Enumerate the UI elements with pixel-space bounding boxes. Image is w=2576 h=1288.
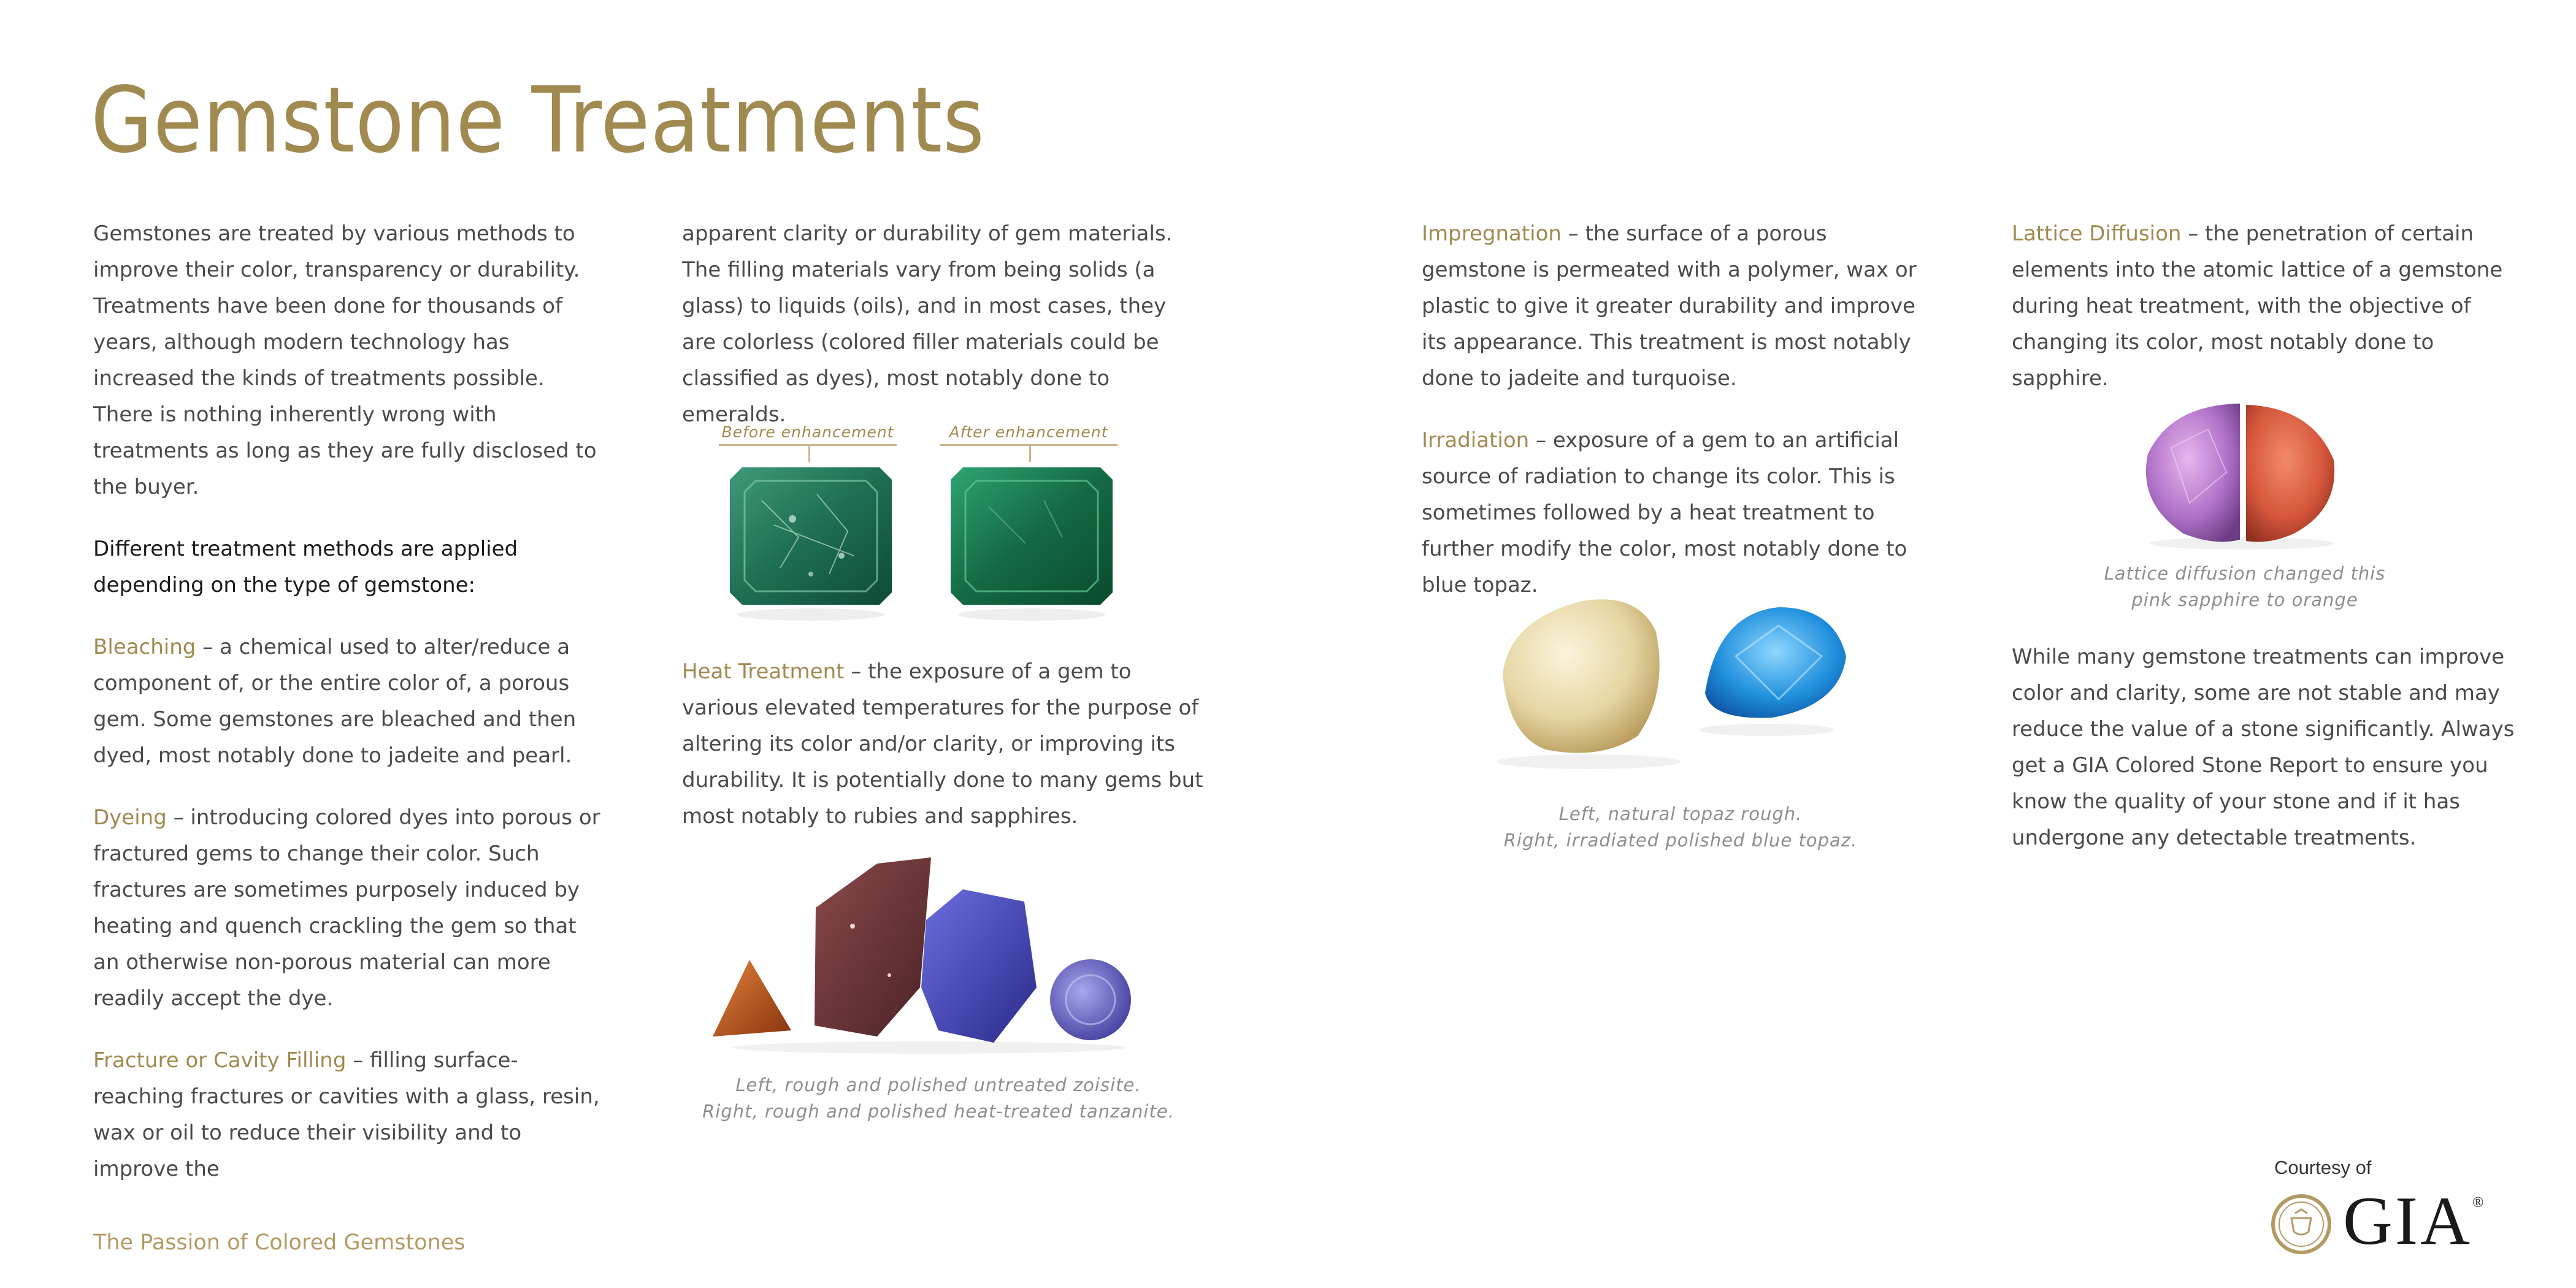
topaz-image [1490, 589, 1858, 773]
lead-paragraph: Different treatment methods are applied depending on the type of gemstone: [93, 537, 518, 597]
page-title: Gemstone Treatments [91, 67, 985, 173]
gia-logo [2343, 1183, 2486, 1259]
heat-paragraph [682, 654, 1203, 835]
intro-paragraph: Gemstones are treated by various methods to improve their color, transparency or durability. Treatments have been done for thousands of years, although modern technology has increased the kinds of treatments possible. There is nothing inherently wrong with treatments as long as they are fully disclosed to the buyer. [93, 221, 597, 499]
irradiation-paragraph [1422, 423, 1931, 604]
sapphire-caption-line2: pink sapphire to orange [2131, 589, 2358, 610]
topaz-caption-line2: Right, irradiated polished blue topaz. [1503, 830, 1858, 851]
dyeing-term: Dyeing [93, 805, 167, 830]
filling-continued-paragraph: apparent clarity or durability of gem materials. The filling materials vary from being solids (a glass) to liquids (oils), and in most cases, they are colorless (colored filler materials could be classified as dyes), most notably done to emeralds. [682, 221, 1173, 427]
topaz-caption-line1: Left, natural topaz rough. [1558, 803, 1803, 824]
zoisite-caption-line1: Left, rough and polished untreated zoisite. [735, 1075, 1141, 1095]
impregnation-term: Impregnation [1422, 221, 1562, 246]
dyeing-paragraph [93, 800, 602, 1017]
bleaching-term: Bleaching [93, 635, 196, 659]
bleaching-paragraph [93, 629, 602, 774]
zoisite-caption [675, 1072, 1202, 1125]
column-4 [2012, 216, 2521, 423]
closing-block [2012, 639, 2527, 882]
after-enhancement-label: After enhancement [949, 423, 1108, 441]
filling-term: Fracture or Cavity Filling [93, 1048, 347, 1073]
zoisite-caption-line2: Right, rough and polished heat-treated tanzanite. [702, 1101, 1175, 1122]
lattice-text: – the penetration of certain elements into the atomic lattice of a gemstone during heat treatment, with the objective of changing its color, most notably done to sapphire. [2012, 221, 2503, 391]
after-tick [1029, 446, 1031, 462]
gia-seal-icon [2271, 1194, 2332, 1255]
closing-paragraph: While many gemstone treatments can improve color and clarity, some are not stable and may reduce the value of a stone significantly. Always get a GIA Colored Stone Report to ensure you know the quality of your stone and if it has undergone any detectable treatments. [2012, 645, 2515, 850]
footer-text: The Passion of Colored Gemstones [93, 1230, 466, 1255]
heat-treatment-block [682, 654, 1203, 861]
filling-text: – filling surface-reaching fractures or cavities with a glass, resin, wax or oil to reduce their visibility and to improve the [93, 1048, 600, 1181]
zoisite-tanzanite-image [705, 853, 1153, 1055]
before-bracket [719, 444, 897, 446]
heat-text: – the exposure of a gem to various elevated temperatures for the purpose of altering its color and/or clarity, or improving its durability. It is potentially done to many gems but most notably to rubies and sapphires. [682, 659, 1203, 829]
irradiation-term: Irradiation [1422, 428, 1530, 453]
lattice-term: Lattice Diffusion [2012, 221, 2182, 246]
filling-paragraph [93, 1043, 602, 1187]
column-2 [682, 216, 1203, 459]
after-bracket [940, 444, 1117, 446]
column-3 [1422, 216, 1931, 629]
bleaching-text: – a chemical used to alter/reduce a component of, or the entire color of, a porous gem. Some gemstones are bleached and then dyed, most notably done to jadeite and pearl. [93, 635, 577, 768]
dyeing-text: – introducing colored dyes into porous or fractured gems to change their color. Such fractures are sometimes purposely induced by heating and quench crackling the gem so that an otherwise non-porous material can more readily accept the dye. [93, 805, 600, 1011]
column-1 [93, 216, 602, 1213]
gia-logo-text: GIA [2343, 1183, 2473, 1259]
emerald-before-image [725, 464, 897, 623]
heat-term: Heat Treatment [682, 659, 845, 684]
sapphire-caption-line1: Lattice diffusion changed this [2104, 563, 2386, 584]
before-tick [808, 446, 810, 462]
registered-mark: ® [2472, 1195, 2486, 1211]
irradiation-text: – exposure of a gem to an artificial source of radiation to change its color. This is sometimes followed by a heat treatment to further modify the color, most notably done to blue topaz. [1422, 428, 1907, 597]
sapphire-caption [2024, 561, 2466, 613]
courtesy-label: Courtesy of [2274, 1157, 2372, 1178]
sapphire-image [2134, 399, 2349, 552]
emerald-after-image [946, 464, 1117, 623]
impregnation-paragraph [1422, 216, 1931, 397]
topaz-caption [1435, 801, 1926, 854]
before-enhancement-label: Before enhancement [721, 423, 894, 441]
lattice-paragraph [2012, 216, 2521, 397]
impregnation-text: – the surface of a porous gemstone is permeated with a polymer, wax or plastic to give it greater durability and improve its appearance. This treatment is most notably done to jadeite and turquoise. [1422, 221, 1917, 391]
